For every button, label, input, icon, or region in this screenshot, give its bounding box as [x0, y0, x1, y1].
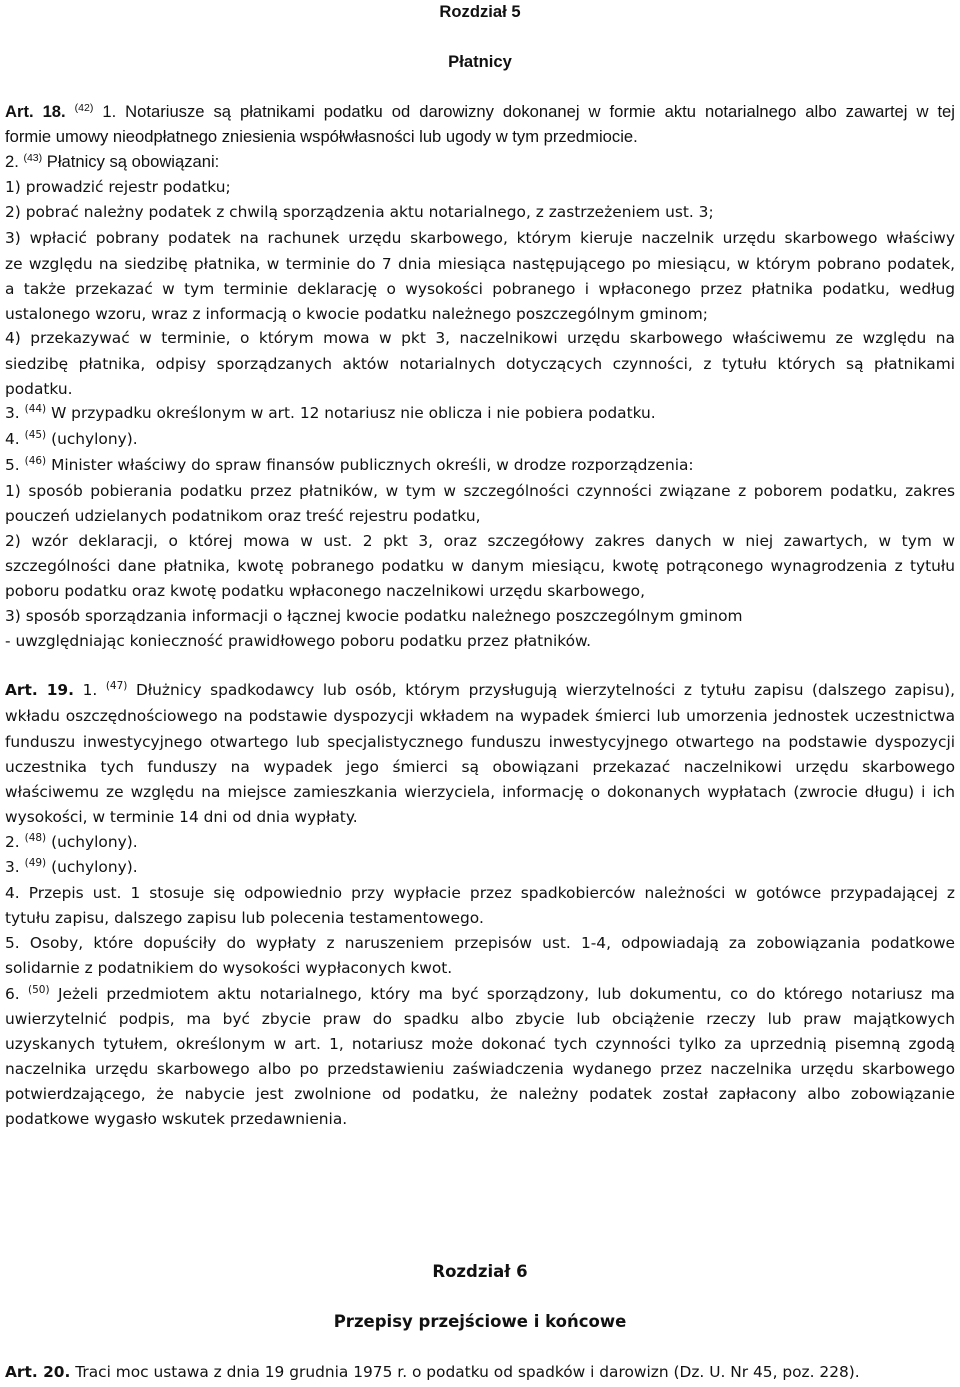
footnote-ref[interactable]: (45) [24, 429, 47, 441]
art19-para-5: 5. Osoby, które dopuściły do wypłaty z naruszeniem przepisów ust. 1-4, odpowiadają za zobowiązania podatkowe [5, 934, 955, 952]
list-item: 1) prowadzić rejestr podatku; [5, 178, 231, 196]
list-item-cont: pouczeń udzielanych podatnikom oraz treść rejestru podatku, [5, 507, 481, 525]
paragraph-line: uzyskanych tytułem, określonym w art. 1, notariusz może dokonać tych czynności tylko za uprzednią pisemną zgodą [5, 1035, 955, 1053]
list-item-cont: podatku. [5, 380, 73, 398]
paragraph-line: podatkowe wygasło wskutek przedawnienia. [5, 1110, 348, 1128]
paragraph-line: uczestnika tych funduszy na wypadek jego śmierci są obowiązani przekazać naczelnikowi urzędu skarbowego [5, 758, 955, 776]
art19-para-2: 2. $^{(48)}$ (uchylony). [5, 832, 138, 851]
list-item: 3) wpłacić pobrany podatek na rachunek urzędu skarbowego, którym kieruje naczelnik urzędu skarbowego właściwy [5, 229, 955, 247]
list-item: 2) pobrać należny podatek z chwilą sporządzenia aktu notarialnego, z zastrzeżeniem ust. 3; [5, 203, 714, 221]
footnote-ref[interactable]: (49) [24, 857, 47, 869]
art18-line-2: formie umowy nieodpłatnego zniesienia współwłasności lub ugody w tym przedmiocie. [5, 127, 638, 146]
paragraph-line: solidarnie z podatnikiem do wysokości wypłaconych kwot. [5, 959, 453, 977]
footnote-ref[interactable]: (43) [23, 152, 43, 164]
list-item: 2) wzór deklaracji, o której mowa w ust. 2 pkt 3, oraz szczegółowy zakres danych w niej zawartych, w tym w [5, 532, 955, 550]
chapter-title: Przepisy przejściowe i końcowe [333, 1312, 627, 1331]
closing-clause: - uwzględniając konieczność prawidłowego poboru podatku przez płatników. [5, 632, 592, 650]
paragraph-line: uwierzytelnić podpis, ma być zbycie praw do spadku albo zbycie lub obciążenie rzeczy lub praw majątkowych [5, 1010, 955, 1028]
paragraph-line: wkładu oszczędnościowego na podstawie dyspozycji wkładem na wypadek śmierci lub umorzenia jednostek uczestnictwa [5, 707, 955, 725]
art20-line: Art. 20. Traci moc ustawa z dnia 19 grudnia 1975 r. o podatku od spadków i darowizn (Dz. U. Nr 45, poz. 228). [5, 1363, 860, 1381]
art18-para-3: 3. $^{(44)}$ W przypadku określonym w art. 12 notariusz nie oblicza i nie pobiera podatku. [5, 403, 656, 422]
footnote-ref[interactable]: (47) [105, 680, 128, 692]
list-item: 3) sposób sporządzania informacji o łącznej kwocie podatku należnego poszczególnym gminom [5, 607, 743, 625]
art19-para-6: 6. $^{(50)}$ Jeżeli przedmiotem aktu notarialnego, który ma być sporządzony, lub dokumentu, co do którego notariusz ma [5, 984, 955, 1003]
footnote-ref[interactable]: (50) [28, 984, 50, 996]
list-item-cont: siedzibę płatnika, odpisy sporządzanych aktów notarialnych dotyczących czynności, z tytułu których są płatnikami [5, 355, 955, 373]
list-item: 4) przekazywać w terminie, o którym mowa w pkt 3, naczelnikowi urzędu skarbowego właściwemu ze względu na [5, 329, 955, 347]
paragraph-line: potwierdzającego, że nabycie jest zwolnione od podatku, że należny podatek został zapłacony albo zobowiązanie [5, 1085, 955, 1103]
article-label: Art. 19. [5, 681, 74, 699]
art19-para-3: 3. $^{(49)}$ (uchylony). [5, 857, 138, 876]
art18-line-1: Art. 18. $^{(42)}$ 1. Notariusze są płatnikami podatku od darowizny dokonanej w formie aktu notarialnego albo zawartej w tej [5, 102, 955, 121]
paragraph-line: tytułu zapisu, dalszego zapisu lub polecenia testamentowego. [5, 909, 484, 927]
art18-para-4: 4. $^{(45)}$ (uchylony). [5, 429, 138, 448]
footnote-ref[interactable]: (46) [24, 455, 47, 467]
list-item-cont: ustalonego wzoru, wraz z informacją o kwocie podatku należnego poszczególnym gminom; [5, 305, 708, 323]
chapter-heading: Rozdział 5 [439, 2, 521, 21]
chapter-heading: Rozdział 6 [432, 1262, 528, 1281]
paragraph-line: funduszu inwestycyjnego otwartego lub specjalistycznego funduszu inwestycyjnego otwartego na podstawie dyspozycji [5, 733, 955, 751]
art19-line-1: Art. 19. 1. $^{(47)}$ Dłużnicy spadkodawcy lub osób, którym przysługują wierzytelności z tytułu zapisu (dalszego zapisu), [5, 680, 956, 699]
art18-para-2: 2. $^{(43)}$ Płatnicy są obowiązani: [5, 152, 220, 171]
paragraph-line: wysokości, w terminie 14 dni od dnia wypłaty. [5, 808, 358, 826]
list-item-cont: szczególności dane płatnika, kwotę pobranego podatku w danym miesiącu, kwotę potrąconego wynagrodzenia z tytułu [5, 557, 955, 575]
list-item-cont: poboru podatku oraz kwotę podatku wpłaconego naczelnikowi urzędu skarbowego, [5, 582, 645, 600]
paragraph-line: właściwemu ze względu na miejsce zamieszkania wierzyciela, informację o dokonanych wypłatach (zwrocie długu) i ich [5, 783, 955, 801]
art19-para-4: 4. Przepis ust. 1 stosuje się odpowiednio przy wypłacie przez spadkobierców należności w gotówce przypadającej z [5, 884, 955, 902]
list-item-cont: a także przekazać w tym terminie deklarację o wysokości pobranego i wpłaconego przez płatnika podatku, według [5, 280, 955, 298]
art18-para-5: 5. $^{(46)}$ Minister właściwy do spraw finansów publicznych określi, w drodze rozporządzenia: [5, 455, 694, 474]
chapter-title: Płatnicy [448, 52, 512, 71]
footnote-ref[interactable]: (48) [24, 832, 47, 844]
article-label: Art. 20. [5, 1363, 71, 1381]
list-item: 1) sposób pobierania podatku przez płatników, w tym w szczególności czynności związane z poborem podatku, zakres [5, 482, 955, 500]
article-label: Art. 18. [5, 102, 66, 121]
list-item-cont: ze względu na siedzibę płatnika, w terminie do 7 dnia miesiąca następującego po miesiącu, w którym pobrano podatek, [5, 255, 955, 273]
footnote-ref[interactable]: (44) [24, 403, 47, 415]
paragraph-line: naczelnika urzędu skarbowego albo po przedstawieniu zaświadczenia wydanego przez naczelnika urzędu skarbowego [5, 1060, 955, 1078]
footnote-ref[interactable]: (42) [74, 102, 94, 114]
